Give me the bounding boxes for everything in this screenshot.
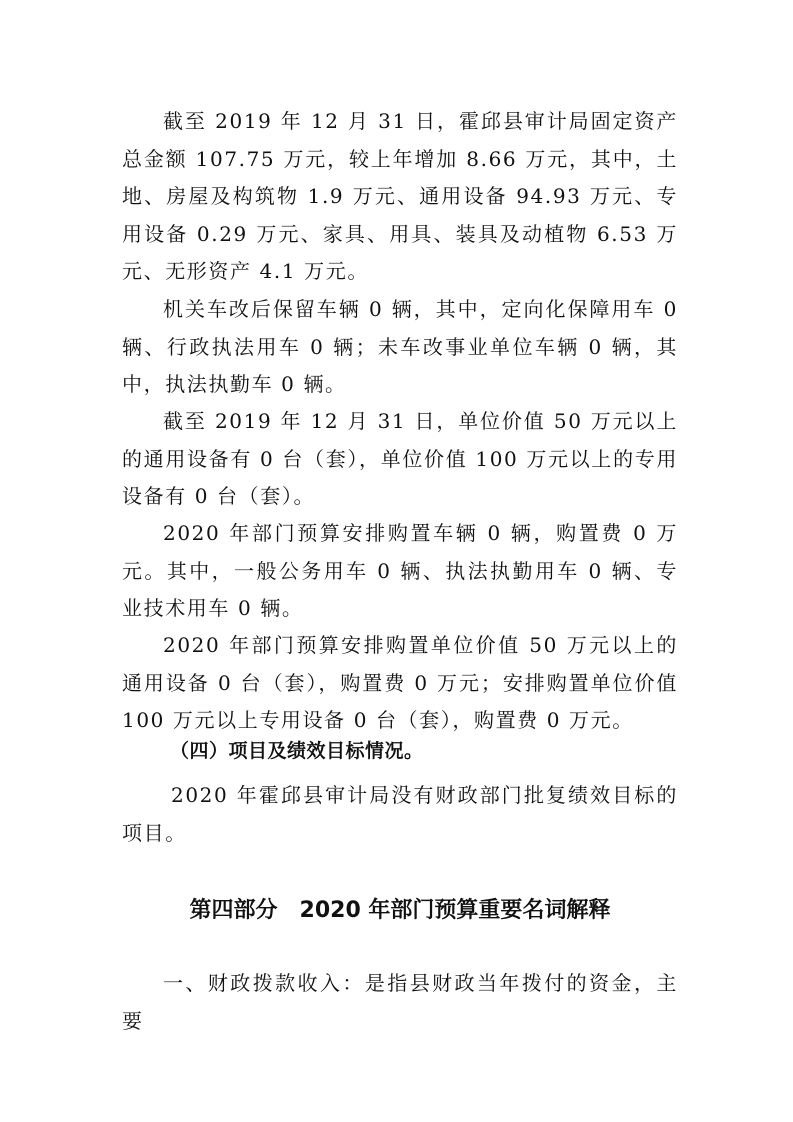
paragraph-vehicles: 机关车改后保留车辆 0 辆，其中，定向化保障用车 0 辆、行政执法用车 0 辆；未车改事业单位车辆 0 辆，其中，执法执勤车 0 辆。 <box>122 297 678 397</box>
paragraph-equipment-purchase-budget: 2020 年部门预算安排购置单位价值 50 万元以上的通用设备 0 台（套），购置费 0 万元；安排购置单位价值 100 万元以上专用设备 0 台（套），购置费 0 万元。 <box>122 633 678 733</box>
paragraph-vehicle-purchase-budget: 2020 年部门预算安排购置车辆 0 辆，购置费 0 万元。其中，一般公务用车 0 辆、执法执勤用车 0 辆、专业技术用车 0 辆。 <box>122 521 678 621</box>
paragraph-fiscal-appropriation-revenue: 一、财政拨款收入：是指县财政当年拨付的资金，主要 <box>122 971 678 1033</box>
part-title-glossary: 第四部分 2020 年部门预算重要名词解释 <box>189 898 611 923</box>
paragraph-fixed-assets: 截至 2019 年 12 月 31 日，霍邱县审计局固定资产总金额 107.75 万元，较上年增加 8.66 万元，其中，土地、房屋及构筑物 1.9 万元、通用设备 94.93 万元、专用设备 0.29 万元、家具、用具、装具及动植物 6.53 万元、无形资产 4.1 万元。 <box>122 109 678 284</box>
paragraph-performance-targets: 2020 年霍邱县审计局没有财政部门批复绩效目标的项目。 <box>122 783 678 845</box>
paragraph-equipment-holdings: 截至 2019 年 12 月 31 日，单位价值 50 万元以上的通用设备有 0 台（套），单位价值 100 万元以上的专用设备有 0 台（套）。 <box>122 409 678 509</box>
section-heading-project-performance: （四）项目及绩效目标情况。 <box>170 740 424 762</box>
